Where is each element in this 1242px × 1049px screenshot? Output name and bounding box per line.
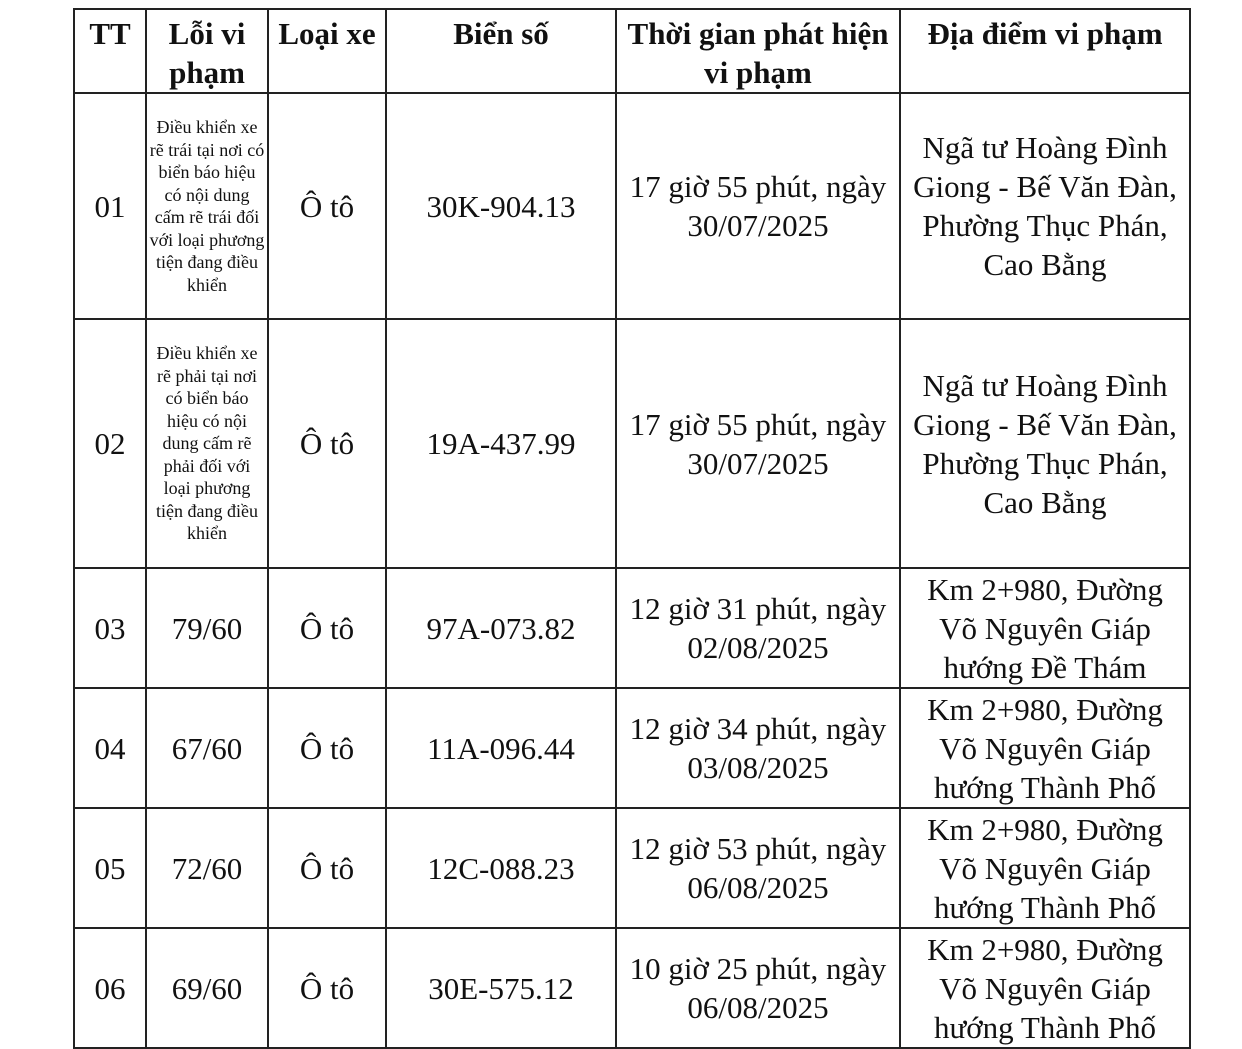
violation-table: [73, 8, 1191, 1049]
table-row: [74, 568, 1190, 688]
header-tt: TT: [74, 9, 146, 93]
cell-tt: 06: [74, 928, 146, 1048]
cell-thoi-gian: 17 giờ 55 phút, ngày 30/07/2025: [616, 93, 900, 319]
cell-dia-diem: Km 2+980, Đường Võ Nguyên Giáp hướng Đề Thám: [900, 568, 1190, 688]
cell-loai-xe: Ô tô: [268, 568, 386, 688]
cell-loai-xe: Ô tô: [268, 928, 386, 1048]
cell-thoi-gian: 12 giờ 31 phút, ngày 02/08/2025: [616, 568, 900, 688]
header-dia-diem: Địa điểm vi phạm: [900, 9, 1190, 93]
cell-dia-diem: Km 2+980, Đường Võ Nguyên Giáp hướng Thành Phố: [900, 688, 1190, 808]
cell-bien-so: 11A-096.44: [386, 688, 616, 808]
cell-loi-vi-pham: 67/60: [146, 688, 268, 808]
cell-dia-diem: Km 2+980, Đường Võ Nguyên Giáp hướng Thành Phố: [900, 928, 1190, 1048]
header-row: [74, 9, 1190, 93]
header-bien-so: Biển số: [386, 9, 616, 93]
cell-loai-xe: Ô tô: [268, 319, 386, 568]
cell-tt: 05: [74, 808, 146, 928]
cell-loi-vi-pham: 79/60: [146, 568, 268, 688]
cell-thoi-gian: 12 giờ 53 phút, ngày 06/08/2025: [616, 808, 900, 928]
table-row: [74, 319, 1190, 568]
cell-bien-so: 97A-073.82: [386, 568, 616, 688]
cell-bien-so: 19A-437.99: [386, 319, 616, 568]
cell-dia-diem: Km 2+980, Đường Võ Nguyên Giáp hướng Thành Phố: [900, 808, 1190, 928]
cell-loai-xe: Ô tô: [268, 93, 386, 319]
cell-tt: 03: [74, 568, 146, 688]
header-loai-xe: Loại xe: [268, 9, 386, 93]
cell-bien-so: 30E-575.12: [386, 928, 616, 1048]
cell-dia-diem: Ngã tư Hoàng Đình Giong - Bế Văn Đàn, Phường Thục Phán, Cao Bằng: [900, 93, 1190, 319]
cell-loi-vi-pham: Điều khiển xe rẽ phải tại nơi có biển báo hiệu có nội dung cấm rẽ phải đối với loại phương tiện đang điều khiển: [146, 319, 268, 568]
cell-thoi-gian: 17 giờ 55 phút, ngày 30/07/2025: [616, 319, 900, 568]
table-row: [74, 808, 1190, 928]
cell-loi-vi-pham: 69/60: [146, 928, 268, 1048]
cell-tt: 02: [74, 319, 146, 568]
header-thoi-gian: Thời gian phát hiện vi phạm: [616, 9, 900, 93]
cell-thoi-gian: 10 giờ 25 phút, ngày 06/08/2025: [616, 928, 900, 1048]
table-row: [74, 928, 1190, 1048]
header-loi-vi-pham: Lỗi vi phạm: [146, 9, 268, 93]
table-row: [74, 688, 1190, 808]
cell-loai-xe: Ô tô: [268, 688, 386, 808]
cell-loai-xe: Ô tô: [268, 808, 386, 928]
cell-loi-vi-pham: 72/60: [146, 808, 268, 928]
table-row: [74, 93, 1190, 319]
cell-bien-so: 30K-904.13: [386, 93, 616, 319]
cell-tt: 04: [74, 688, 146, 808]
cell-loi-vi-pham: Điều khiển xe rẽ trái tại nơi có biển báo hiệu có nội dung cấm rẽ trái đối với loại phương tiện đang điều khiển: [146, 93, 268, 319]
cell-tt: 01: [74, 93, 146, 319]
cell-thoi-gian: 12 giờ 34 phút, ngày 03/08/2025: [616, 688, 900, 808]
cell-bien-so: 12C-088.23: [386, 808, 616, 928]
cell-dia-diem: Ngã tư Hoàng Đình Giong - Bế Văn Đàn, Phường Thục Phán, Cao Bằng: [900, 319, 1190, 568]
